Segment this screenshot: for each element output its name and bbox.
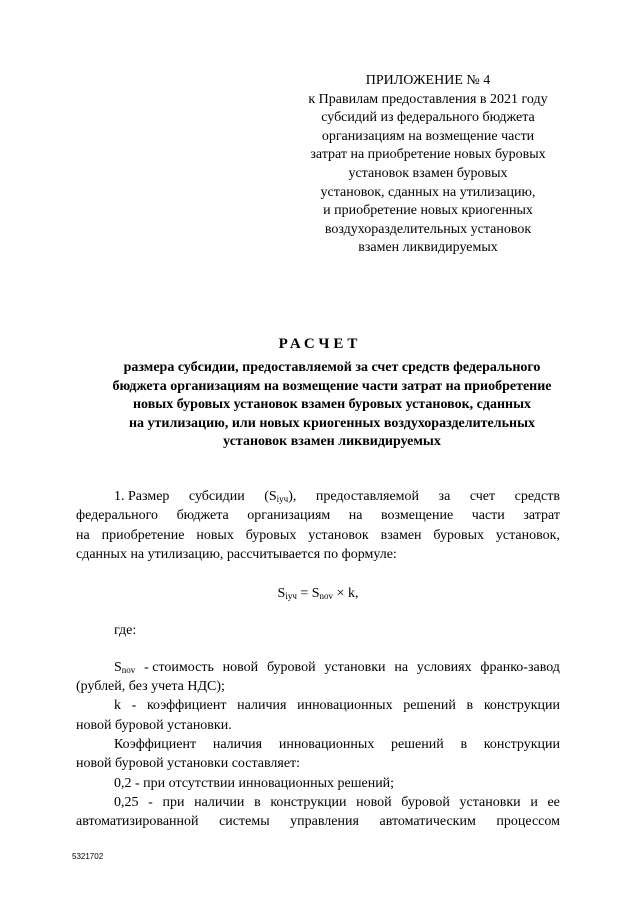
- paragraph-1-line-1: [76, 487, 560, 506]
- word: установок: [308, 527, 369, 543]
- definition-snov-line-1: [76, 658, 560, 677]
- word: установки: [459, 794, 521, 810]
- word: при: [162, 794, 185, 810]
- word: инновационных: [278, 736, 375, 752]
- word: и: [530, 794, 538, 810]
- appendix-line: и приобретение новых криогенных: [323, 203, 533, 219]
- appendix-line: затрат на приобретение новых буровых: [310, 147, 546, 163]
- word: решений: [403, 698, 456, 714]
- word: новой: [356, 794, 392, 810]
- word: коэффициент: [146, 698, 227, 714]
- item-0-2: 0,2 - при отсутствии инновационных решений;: [114, 775, 395, 791]
- word: в: [466, 698, 474, 714]
- paragraph-1-line-2: [76, 506, 560, 525]
- word: 0,25: [114, 794, 139, 810]
- appendix-line: организациям на возмещение части: [321, 128, 535, 144]
- appendix-line: субсидий из федерального бюджета: [321, 110, 535, 126]
- word: на: [76, 527, 90, 543]
- coefficient-line-1: [76, 735, 560, 754]
- word: в: [460, 736, 468, 752]
- word: счет: [469, 489, 496, 504]
- paragraph-1-line-4: сданных на утилизацию, рассчитывается по формуле:: [76, 546, 397, 562]
- appendix-line: установок, сданных на утилизацию,: [320, 184, 536, 200]
- document-code: 5321702: [72, 852, 104, 861]
- word: новой: [222, 659, 259, 675]
- appendix-header: [286, 72, 570, 258]
- word: организациям: [247, 508, 331, 524]
- word: приобретение: [101, 527, 185, 543]
- document-subtitle: [64, 359, 600, 452]
- word: процессом: [496, 814, 560, 830]
- word: возмещение: [381, 508, 454, 524]
- word: новых: [196, 527, 234, 543]
- document-body: [76, 487, 560, 831]
- word: буровых: [433, 527, 485, 543]
- definition-k-line-1: [76, 696, 560, 715]
- word: буровой: [266, 659, 316, 675]
- word: Коэффициент: [114, 736, 197, 752]
- subtitle-line: размера субсидии, предоставляемой за счет средств федерального: [123, 360, 541, 375]
- word: предоставляемой: [315, 489, 420, 504]
- item-0-25-line-2: [76, 812, 560, 831]
- document-title: РАСЧЕТ: [278, 336, 362, 352]
- where-label: где:: [114, 623, 137, 639]
- subtitle-line: на утилизацию, или новых криогенных воздухоразделительных: [128, 415, 536, 431]
- word: субсидии: [188, 489, 245, 504]
- subsidy-symbol: $(S_{iуч})$,: [264, 489, 297, 504]
- word: управления: [290, 814, 359, 830]
- word: установок,: [495, 527, 560, 543]
- word: конструкции: [483, 736, 560, 752]
- formula: $S_{iуч} = S_{nov} \times k$,: [277, 586, 359, 602]
- subtitle-line: бюджета организациям на возмещение части затрат на приобретение: [112, 378, 552, 394]
- word: франко-завод: [480, 659, 560, 675]
- appendix-line: к Правилам предоставления в 2021 году: [308, 91, 548, 107]
- word: условиях: [416, 659, 472, 675]
- word: -: [131, 698, 137, 714]
- item-0-25-line-1: [76, 793, 560, 812]
- appendix-line: взамен ликвидируемых: [358, 240, 498, 256]
- word: буровых: [245, 527, 297, 543]
- word: системы: [219, 814, 270, 830]
- subtitle-line: установок взамен ликвидируемых: [223, 434, 441, 449]
- word: конструкции: [270, 794, 347, 810]
- definition-k-line-2: новой буровой установки.: [76, 717, 232, 733]
- word: решений: [391, 736, 444, 752]
- word: автоматизированной: [76, 814, 199, 830]
- snov-symbol: $S_{nov}$: [114, 659, 136, 675]
- word: наличия: [237, 698, 287, 714]
- word: автоматическим: [379, 814, 476, 830]
- definition-snov-line-2: (рублей, без учета НДС);: [76, 679, 225, 695]
- word: части: [471, 508, 505, 524]
- word: на: [348, 508, 363, 524]
- word: буровой: [401, 794, 450, 810]
- coefficient-line-2: новой буровой установки составляет:: [76, 756, 301, 772]
- word: инновационных: [297, 698, 393, 714]
- word: конструкции: [483, 698, 560, 714]
- word: наличии: [194, 794, 245, 810]
- word: на: [394, 659, 409, 675]
- word: за: [438, 489, 451, 504]
- appendix-line: установок взамен буровых: [348, 165, 508, 181]
- word: бюджета: [176, 508, 229, 524]
- word: затрат: [523, 508, 560, 524]
- word: - стоимость: [144, 659, 214, 675]
- word: средств: [514, 489, 560, 504]
- word: 1. Размер: [114, 489, 170, 504]
- word: ее: [547, 794, 560, 810]
- word: установки: [324, 659, 386, 675]
- word: взамен: [380, 527, 422, 543]
- word: наличия: [212, 736, 263, 752]
- word: в: [254, 794, 261, 810]
- paragraph-1-line-3: [76, 526, 560, 545]
- subtitle-line: новых буровых установок взамен буровых установок, сданных: [132, 397, 532, 412]
- word: федерального: [76, 508, 159, 524]
- word: -: [148, 794, 153, 810]
- appendix-line: ПРИЛОЖЕНИЕ № 4: [365, 73, 491, 88]
- appendix-line: воздухоразделительных установок: [324, 221, 532, 237]
- word: k: [114, 698, 121, 714]
